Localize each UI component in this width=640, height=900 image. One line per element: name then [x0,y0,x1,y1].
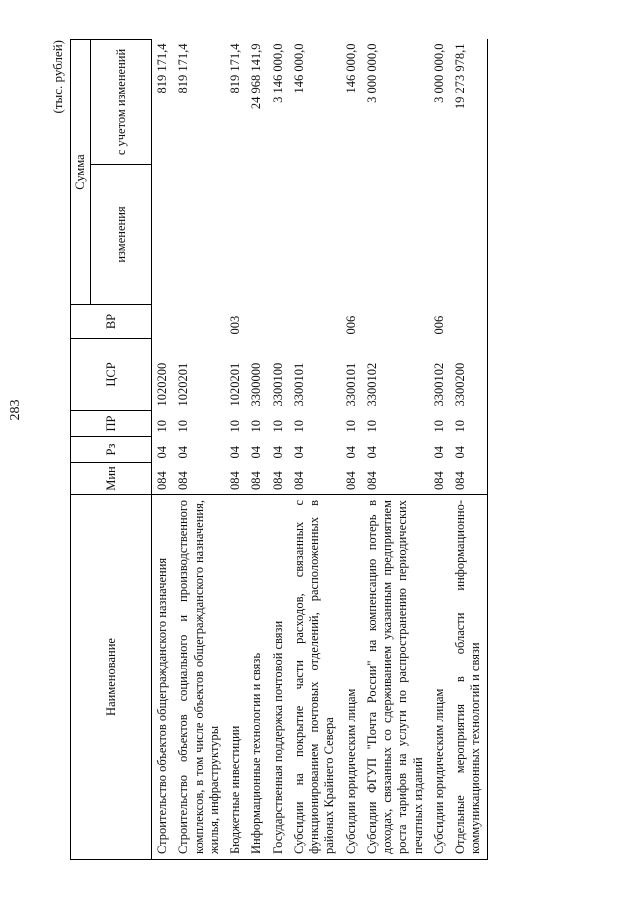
cell-change [268,165,289,305]
cell-with-change: 19 273 978,1 [450,40,487,165]
cell-name: Субсидии ФГУП "Почта России" на компенсацию потерь в доходах, связанных со сдерживанием указанным предприятием роста тарифов на услуги по распространению периодических печатных изданий [362,495,429,860]
cell-name: Строительство объектов общегражданского назначения [152,495,174,860]
cell-change [289,165,341,305]
table-row [173,40,225,860]
cell-change [173,165,225,305]
cell-with-change: 3 146 000,0 [270,43,285,103]
budget-table [70,39,488,860]
cell-csr: 1020201 [228,362,242,407]
cell-csr: 3300101 [343,362,358,407]
cell-rz: 04 [270,446,285,459]
header-with-change: с учетом изменений [91,40,152,165]
cell-csr: 1020201 [176,362,191,407]
header-change: изменения [91,165,152,305]
cell-pr: 10 [176,420,191,433]
cell-csr: 3300101 [291,362,306,407]
cell-pr: 10 [364,420,379,433]
cell-min: 084 [291,471,306,490]
cell-pr: 10 [450,411,487,437]
header-name: Наименование [71,495,152,860]
cell-vr [246,305,267,339]
cell-with-change: 819 171,4 [155,43,169,94]
cell-rz: 04 [249,446,264,459]
cell-rz: 04 [176,446,191,459]
table-row [268,40,289,860]
header-min: Мин [71,463,152,495]
cell-pr: 10 [291,420,306,433]
cell-min: 084 [343,471,358,490]
cell-csr: 3300102 [364,362,379,407]
cell-rz: 04 [155,446,169,459]
cell-min: 084 [431,471,446,490]
cell-name: Строительство объектов социального и производственного комплексов, в том числе объектов общегражданского назначения, жилья, инфраструктуры [173,495,225,860]
cell-change [225,165,246,305]
cell-name: Субсидии юридическим лицам [429,495,450,860]
cell-with-change: 24 968 141,9 [249,43,264,110]
cell-with-change: 819 171,4 [176,43,191,94]
header-sum: Сумма [71,40,91,305]
cell-pr: 10 [249,420,264,433]
cell-vr [173,305,225,339]
cell-rz: 04 [450,437,487,463]
table-row [225,40,246,860]
cell-csr: 3300000 [249,362,264,407]
cell-with-change: 146 000,0 [343,43,358,94]
cell-with-change: 819 171,4 [228,43,242,94]
cell-change [152,165,174,305]
table-row [450,40,487,860]
cell-pr: 10 [270,420,285,433]
table-row [152,40,174,860]
cell-min: 084 [228,471,242,490]
cell-csr: 3300200 [450,339,487,411]
table-row [289,40,341,860]
table-row [246,40,267,860]
cell-change [246,165,267,305]
cell-rz: 04 [291,446,306,459]
cell-with-change: 146 000,0 [291,43,306,94]
rotated-page-content [50,40,590,860]
cell-rz: 04 [228,446,242,459]
cell-min: 084 [270,471,285,490]
cell-vr [268,305,289,339]
table-row [429,40,450,860]
cell-min: 084 [176,471,191,490]
cell-csr: 3300102 [431,362,446,407]
cell-vr [289,305,341,339]
cell-pr: 10 [228,420,242,433]
unit-label: (тыс. рублей) [50,40,65,114]
header-pr: ПР [71,411,152,437]
cell-with-change: 3 000 000,0 [431,43,446,103]
cell-change [429,165,450,305]
cell-vr [362,305,429,339]
table-row [341,40,362,860]
cell-name: Субсидии на покрытие части расходов, связанных с функционированием почтовых отделений, расположенных в районах Крайнего Севера [289,495,341,860]
header-rz: Рз [71,437,152,463]
table-body [152,40,488,860]
cell-min: 084 [155,471,169,490]
cell-name: Информационные технологии и связь [246,495,267,860]
cell-rz: 04 [431,446,446,459]
cell-with-change: 3 000 000,0 [364,43,379,103]
page-number: 283 [8,399,23,421]
cell-pr: 10 [431,420,446,433]
cell-min: 084 [450,463,487,495]
cell-pr: 10 [155,420,169,433]
cell-name: Отдельные мероприятия в области информационно-коммуникационных технологий и связи [450,495,487,860]
header-csr: ЦСР [71,339,152,411]
cell-vr: 006 [431,315,446,335]
cell-csr: 1020200 [155,362,169,407]
cell-vr: 003 [228,315,242,335]
cell-vr [450,305,487,339]
cell-pr: 10 [343,420,358,433]
cell-vr: 006 [343,315,358,335]
cell-min: 084 [249,471,264,490]
header-vr: ВР [71,305,152,339]
cell-change [341,165,362,305]
cell-rz: 04 [364,446,379,459]
cell-vr [152,305,174,339]
cell-rz: 04 [343,446,358,459]
cell-name: Бюджетные инвестиции [225,495,246,860]
cell-csr: 3300100 [270,362,285,407]
cell-change [362,165,429,305]
cell-change [450,165,487,305]
cell-name: Государственная поддержка почтовой связи [268,495,289,860]
table-row [362,40,429,860]
cell-name: Субсидии юридическим лицам [341,495,362,860]
cell-min: 084 [364,471,379,490]
